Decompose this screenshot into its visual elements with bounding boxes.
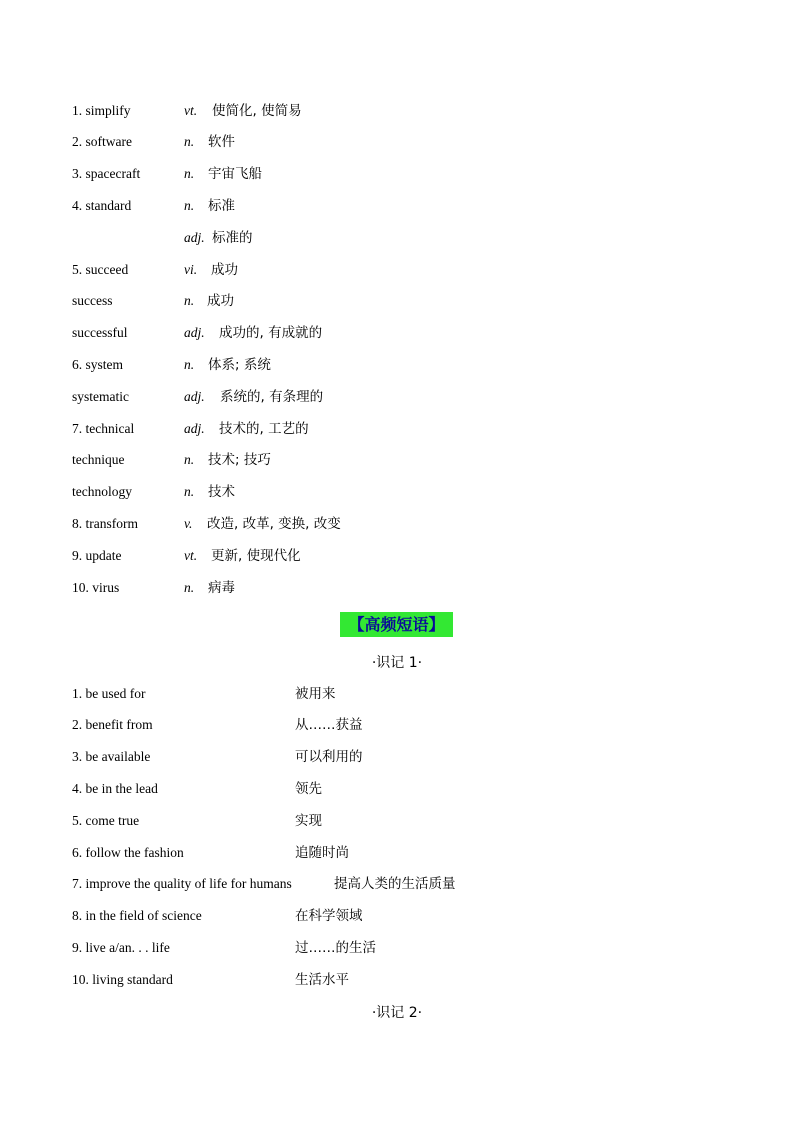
- vocab-pos: n.: [184, 293, 195, 308]
- phrase-chinese: 实现: [295, 813, 322, 829]
- vocab-pos: n.: [184, 484, 195, 499]
- phrase-chinese: 过……的生活: [295, 940, 376, 956]
- vocab-meaning: 更新, 使现代化: [211, 548, 301, 564]
- vocab-pos: adj.: [184, 230, 205, 245]
- vocab-word: 6. system: [72, 357, 124, 372]
- memo-heading: ·识记 2·: [371, 1005, 423, 1021]
- vocab-pos: adj.: [184, 389, 205, 404]
- vocab-pos: n.: [184, 357, 195, 372]
- vocab-pos: adj.: [184, 325, 205, 340]
- vocab-meaning: 成功: [211, 262, 238, 278]
- phrase-english: 7. improve the quality of life for humans: [72, 876, 292, 891]
- phrase-chinese: 提高人类的生活质量: [334, 876, 456, 892]
- vocab-word: 8. transform: [72, 516, 138, 531]
- vocab-meaning: 技术: [208, 484, 235, 500]
- vocab-word: 2. software: [72, 134, 132, 149]
- phrase-chinese: 可以利用的: [295, 749, 363, 765]
- vocab-word: 9. update: [72, 548, 122, 563]
- vocab-word: 7. technical: [72, 421, 135, 436]
- vocab-meaning: 病毒: [208, 580, 235, 596]
- phrase-chinese: 生活水平: [295, 972, 349, 988]
- vocab-pos: n.: [184, 198, 195, 213]
- phrase-english: 3. be available: [72, 749, 151, 764]
- memo-heading: ·识记 1·: [371, 655, 423, 671]
- vocab-meaning: 成功的, 有成就的: [219, 325, 323, 341]
- vocab-word: 4. standard: [72, 198, 132, 213]
- vocab-pos: n.: [184, 134, 195, 149]
- vocab-meaning: 成功: [207, 293, 234, 309]
- phrase-english: 1. be used for: [72, 686, 146, 701]
- vocab-meaning: 软件: [208, 134, 235, 150]
- vocab-pos: vt.: [184, 548, 198, 563]
- vocab-pos: adj.: [184, 421, 205, 436]
- phrase-chinese: 被用来: [295, 686, 336, 702]
- vocab-pos: vt.: [184, 103, 198, 118]
- phrase-chinese: 在科学领域: [295, 908, 363, 924]
- vocab-meaning: 使简化, 使简易: [212, 103, 302, 119]
- vocab-word: successful: [72, 325, 128, 340]
- phrase-english: 5. come true: [72, 813, 140, 828]
- phrase-chinese: 追随时尚: [295, 845, 349, 861]
- vocab-meaning: 改造, 改革, 变换, 改变: [207, 516, 341, 532]
- vocab-meaning: 系统的, 有条理的: [220, 389, 324, 405]
- vocab-word: technique: [72, 452, 125, 467]
- vocab-word: 3. spacecraft: [72, 166, 141, 181]
- phrase-chinese: 从……获益: [295, 717, 363, 733]
- vocab-meaning: 技术的, 工艺的: [219, 421, 309, 437]
- vocab-pos: n.: [184, 166, 195, 181]
- vocab-word: success: [72, 293, 113, 308]
- vocab-word: 5. succeed: [72, 262, 129, 277]
- vocab-word: systematic: [72, 389, 129, 404]
- phrase-english: 9. live a/an. . . life: [72, 940, 170, 955]
- phrase-english: 2. benefit from: [72, 717, 153, 732]
- vocab-meaning: 技术; 技巧: [208, 452, 271, 468]
- vocab-meaning: 宇宙飞船: [208, 166, 262, 182]
- vocab-pos: vi.: [184, 262, 198, 277]
- phrase-english: 4. be in the lead: [72, 781, 158, 796]
- vocab-pos: n.: [184, 580, 195, 595]
- phrase-english: 6. follow the fashion: [72, 845, 184, 860]
- phrase-english: 8. in the field of science: [72, 908, 202, 923]
- vocab-meaning: 体系; 系统: [208, 357, 271, 373]
- vocab-pos: n.: [184, 452, 195, 467]
- vocab-meaning: 标准: [208, 198, 235, 214]
- vocab-word: technology: [72, 484, 132, 499]
- vocab-word: 10. virus: [72, 580, 120, 595]
- vocab-meaning: 标准的: [212, 230, 253, 246]
- section-title: 【高频短语】: [340, 612, 453, 637]
- vocab-word: 1. simplify: [72, 103, 131, 118]
- phrase-chinese: 领先: [295, 781, 322, 797]
- vocab-pos: v.: [184, 516, 193, 531]
- phrase-english: 10. living standard: [72, 972, 173, 987]
